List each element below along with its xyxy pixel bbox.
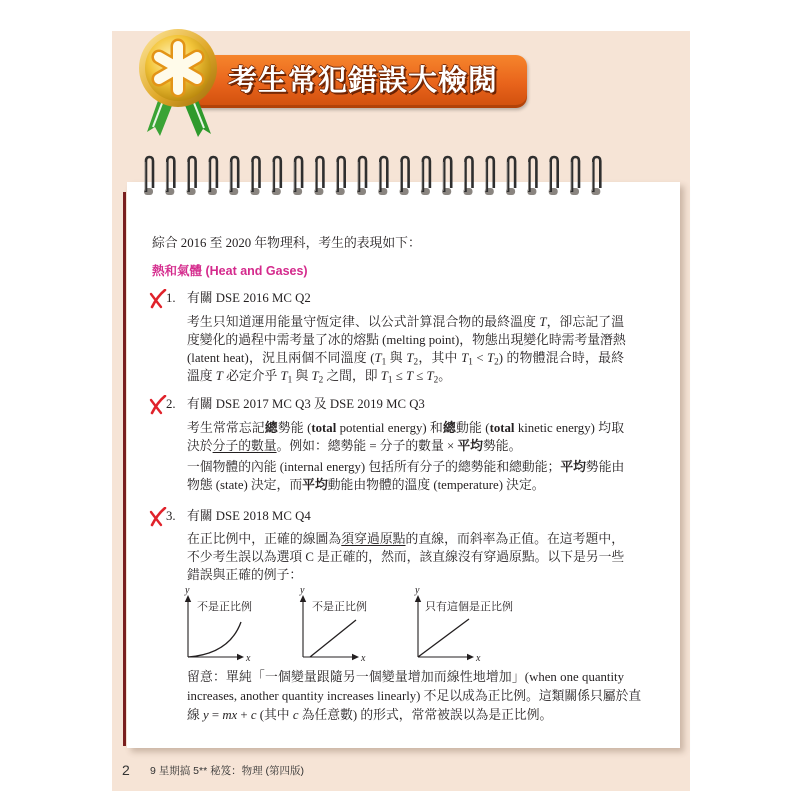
italic-variable: T [539, 315, 547, 329]
text-line [187, 313, 624, 331]
item-number: 1. [166, 291, 176, 305]
text-run: 的直線，而斜率為正值。在這考題中， [405, 532, 625, 546]
y-axis-arrow [415, 595, 421, 602]
spiral-ring [378, 157, 387, 195]
text-run: 。例如：總勢能 = 分子的數量 × [276, 439, 458, 453]
text-run: 度變化的過程中需考量了冰的熔點 (melting point)，物態出現變化時需考量潛熱 [187, 333, 626, 347]
subscript: 2 [413, 356, 419, 367]
text-run: 錯誤與正確的例子： [187, 568, 303, 582]
text-run: 線 [187, 708, 203, 722]
italic-variable: T [461, 351, 469, 365]
item-number: 3. [166, 509, 176, 523]
subscript: 1 [468, 356, 473, 367]
italic-variable: T [380, 369, 388, 383]
text-run: 溫度 [187, 369, 216, 383]
text-line [187, 458, 624, 476]
text-line [187, 437, 624, 455]
x-axis-label: x [476, 653, 481, 664]
star-medal-icon [133, 24, 225, 145]
text-run: 考生常常忘記 [187, 421, 265, 435]
italic-variable: T [487, 351, 495, 365]
text-run: + [237, 708, 251, 722]
text-run: ) 的物體混合時，最終 [498, 351, 624, 365]
x-axis-arrow [467, 654, 474, 660]
graph-caption: 不是正比例 [197, 601, 252, 613]
spiral-ring [314, 157, 323, 195]
text-run: 。 [438, 369, 452, 383]
graph-line-offset-not-proportional [298, 584, 408, 664]
graph-curve-not-proportional [183, 584, 293, 664]
underlined-term: 須穿過原點 [341, 532, 406, 546]
subscript: 1 [287, 374, 293, 385]
text-line [187, 548, 624, 566]
text-run: 在正比例中，正確的線圖為 [187, 532, 342, 546]
spiral-ring [591, 157, 600, 195]
y-axis-arrow [300, 595, 306, 602]
text-run: 必定介乎 [222, 369, 281, 383]
italic-variable: y [203, 708, 209, 722]
spiral-ring [506, 157, 515, 195]
text-run: 動能 ( [455, 421, 490, 435]
text-run: 一個物體的內能 (internal energy) 包括所有分子的總勢能和總動能； [187, 460, 561, 474]
spiral-ring [293, 157, 302, 195]
header-title: 考生常犯錯誤大檢閱 [228, 65, 499, 97]
spiral-ring [272, 157, 281, 195]
y-axis-label: y [415, 585, 420, 596]
section-title: 熱和氣體 (Heat and Gases) [152, 264, 308, 278]
x-axis-label: x [361, 653, 366, 664]
graph-caption: 只有這個是正比例 [425, 601, 513, 613]
bold-term: total [489, 421, 515, 435]
book-title: 9 星期搞 5** 秘笈：物理 (第四版) [150, 765, 305, 777]
item-paragraph [187, 530, 624, 584]
text-run: 不少考生誤以為選項 C 是正確的，然而，該直線沒有穿過原點。以下是另一些 [187, 550, 625, 564]
spiral-binding [0, 155, 800, 205]
text-line [187, 566, 624, 584]
bold-term: 總 [443, 421, 456, 435]
subscript: 2 [318, 374, 324, 385]
text-line [187, 530, 624, 548]
spiral-ring [442, 157, 451, 195]
italic-variable: T [406, 351, 414, 365]
cross-icon [149, 507, 167, 532]
bold-term: 平均 [560, 460, 586, 474]
text-run: ≤ [413, 369, 427, 383]
text-line [187, 367, 624, 385]
text-line [187, 419, 624, 437]
spiral-ring [400, 157, 409, 195]
spiral-ring [336, 157, 345, 195]
header-banner [198, 55, 527, 108]
text-line [187, 687, 642, 706]
subscript: 2 [433, 374, 439, 385]
text-run: (latent heat)，況且兩個不同溫度 ( [187, 351, 375, 365]
italic-variable: T [374, 351, 382, 365]
item-number: 2. [166, 397, 176, 411]
italic-variable: T [426, 369, 434, 383]
y-axis-arrow [185, 595, 191, 602]
spiral-ring [549, 157, 558, 195]
text-run: 留意：單純「一個變量跟隨另一個變量增加而線性地增加」(when one quantity [187, 670, 624, 684]
item-heading: 有關 DSE 2016 MC Q2 [187, 291, 311, 305]
spiral-ring [251, 157, 260, 195]
y-axis-label: y [300, 585, 305, 596]
spiral-ring [464, 157, 473, 195]
cross-icon [149, 395, 167, 420]
text-line [187, 349, 624, 367]
text-run: (其中 [256, 708, 293, 722]
text-run: ，卻忘記了溫 [546, 315, 625, 329]
item-heading: 有關 DSE 2017 MC Q3 及 DSE 2019 MC Q3 [187, 397, 425, 411]
x-axis-arrow [352, 654, 359, 660]
spiral-ring [187, 157, 196, 195]
y-axis-label: y [185, 585, 190, 596]
item-paragraph [187, 313, 624, 385]
text-run: 物態 (state) 決定，而 [187, 478, 303, 492]
text-run: potential energy) 和 [336, 421, 443, 435]
text-run: 與 [292, 369, 312, 383]
subscript: 1 [381, 356, 387, 367]
item-heading: 有關 DSE 2018 MC Q4 [187, 509, 311, 523]
text-line [187, 706, 624, 725]
x-axis-arrow [237, 654, 244, 660]
text-line [187, 476, 624, 494]
spiral-ring [165, 157, 174, 195]
spiral-ring [357, 157, 366, 195]
italic-variable: mx [222, 708, 238, 722]
text-run: 為任意數) 的形式，常常被誤以為是正比例。 [298, 708, 553, 722]
cross-icon [149, 289, 167, 314]
text-run: 與 [386, 351, 407, 365]
x-axis-label: x [246, 653, 251, 664]
text-run: 決於 [187, 439, 213, 453]
graph-caption: 不是正比例 [312, 601, 367, 613]
italic-variable: c [250, 708, 257, 722]
subscript: 1 [387, 374, 393, 385]
bold-term: 總 [264, 421, 278, 435]
text-run: increases, another quantity increases linearly) 不足以成為正比例。這類關係只屬於直 [187, 689, 642, 703]
text-run: 動能由物體的溫度 (temperature) 決定。 [327, 478, 545, 492]
italic-variable: T [405, 369, 414, 383]
graph-line [310, 620, 356, 657]
bold-term: 平均 [302, 478, 328, 492]
item-paragraph [187, 458, 624, 494]
notebook-edge [123, 192, 126, 746]
text-run: kinetic energy) 均取 [514, 421, 625, 435]
bold-term: total [311, 421, 337, 435]
spiral-ring [421, 157, 430, 195]
italic-variable: c [292, 708, 299, 722]
italic-variable: T [215, 369, 223, 383]
italic-variable: T [311, 369, 319, 383]
text-line [187, 331, 624, 349]
text-run: ，其中 [418, 351, 462, 365]
spiral-ring [527, 157, 536, 195]
text-run: < [472, 351, 488, 365]
italic-variable: T [280, 369, 288, 383]
spiral-ring [485, 157, 494, 195]
bold-term: 平均 [457, 439, 483, 453]
text-run: 勢能 ( [277, 421, 312, 435]
text-run: 考生只知道運用能量守恆定律、以公式計算混合物的最終溫度 [187, 315, 540, 329]
intro-text: 綜合 2016 至 2020 年物理科，考生的表現如下： [152, 236, 421, 250]
spiral-ring [570, 157, 579, 195]
spiral-ring [208, 157, 217, 195]
text-line [187, 668, 624, 687]
spiral-ring [229, 157, 238, 195]
graph-line-through-origin-proportional [413, 584, 525, 664]
spiral-ring [144, 157, 153, 195]
text-run: 之間，即 [323, 369, 381, 383]
item-paragraph [187, 419, 624, 455]
note-paragraph [187, 668, 642, 725]
page-number: 2 [122, 762, 130, 778]
text-run: = [208, 708, 223, 722]
text-run: 勢能。 [482, 439, 522, 453]
subscript: 2 [494, 356, 499, 367]
text-run: ≤ [392, 369, 406, 383]
graph-line [418, 619, 469, 657]
text-run: 勢能由 [585, 460, 625, 474]
graph-curve [188, 622, 241, 657]
underlined-term: 分子的數量 [212, 439, 277, 453]
